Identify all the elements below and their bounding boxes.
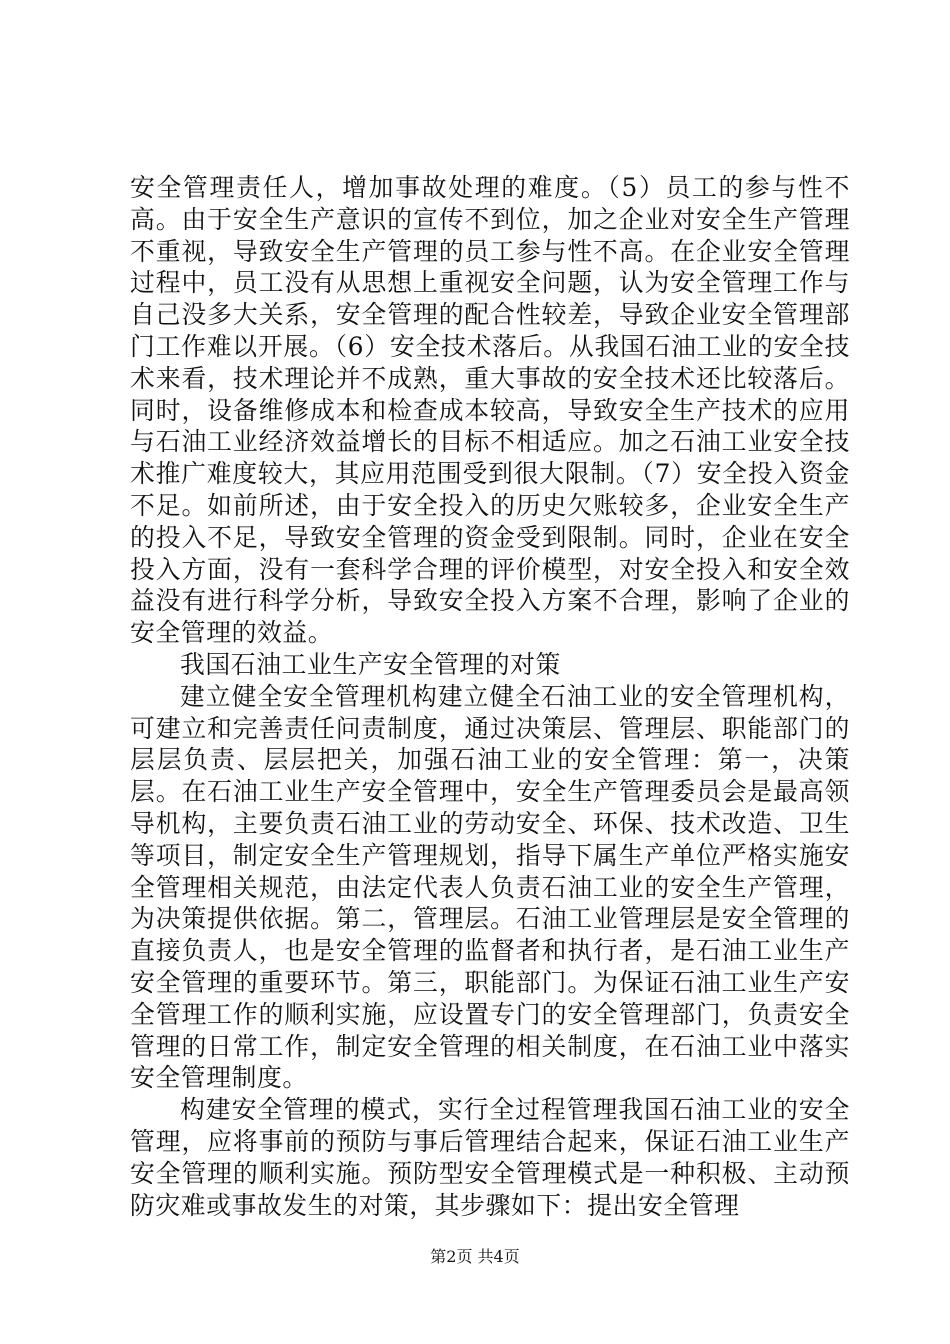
body-paragraph-3: 构建安全管理的模式，实行全过程管理我国石油工业的安全管理，应将事前的预防与事后管理结合起来，保证石油工业生产安全管理的顺利实施。预防型安全管理模式是一种积极、主动预防灾难或事故发生的对策，其步骤如下：提出安全管理 [130,1095,850,1220]
page-footer: 第2页 共4页 [430,1247,520,1266]
section-heading: 我国石油工业生产安全管理的对策 [180,649,561,679]
body-paragraph-2: 建立健全安全管理机构建立健全石油工业的安全管理机构，可建立和完善责任问责制度，通过决策层、管理层、职能部门的层层负责、层层把关，加强石油工业的安全管理：第一，决策层。在石油工业生产安全管理中，安全生产管理委员会是最高领导机构，主要负责石油工业的劳动安全、环保、技术改造、卫生等项目，制定安全生产管理规划，指导下属生产单位严格实施安全管理相关规范，由法定代表人负责石油工业的安全生产管理，为决策提供依据。第二，管理层。石油工业管理层是安全管理的直接负责人，也是安全管理的监督者和执行者，是石油工业生产安全管理的重要环节。第三，职能部门。为保证石油工业生产安全管理工作的顺利实施，应设置专门的安全管理部门，负责安全管理的日常工作，制定安全管理的相关制度，在石油工业中落实安全管理制度。 [130,681,850,1093]
body-paragraph-1: 安全管理责任人，增加事故处理的难度。（5）员工的参与性不高。由于安全生产意识的宣传不到位，加之企业对安全生产管理不重视，导致安全生产管理的员工参与性不高。在企业安全管理过程中，员工没有从思想上重视安全问题，认为安全管理工作与自己没多大关系，安全管理的配合性较差，导致企业安全管理部门工作难以开展。（6）安全技术落后。从我国石油工业的安全技术来看，技术理论并不成熟，重大事故的安全技术还比较落后。同时，设备维修成本和检查成本较高，导致安全生产技术的应用与石油工业经济效益增长的目标不相适应。加之石油工业安全技术推广难度较大，其应用范围受到很大限制。（7）安全投入资金不足。如前所述，由于安全投入的历史欠账较多，企业安全生产的投入不足，导致安全管理的资金受到限制。同时，企业在安全投入方面，没有一套科学合理的评价模型，对安全投入和安全效益没有进行科学分析，导致安全投入方案不合理，影响了企业的安全管理的效益。 [130,173,850,648]
document-body [130,172,850,1221]
